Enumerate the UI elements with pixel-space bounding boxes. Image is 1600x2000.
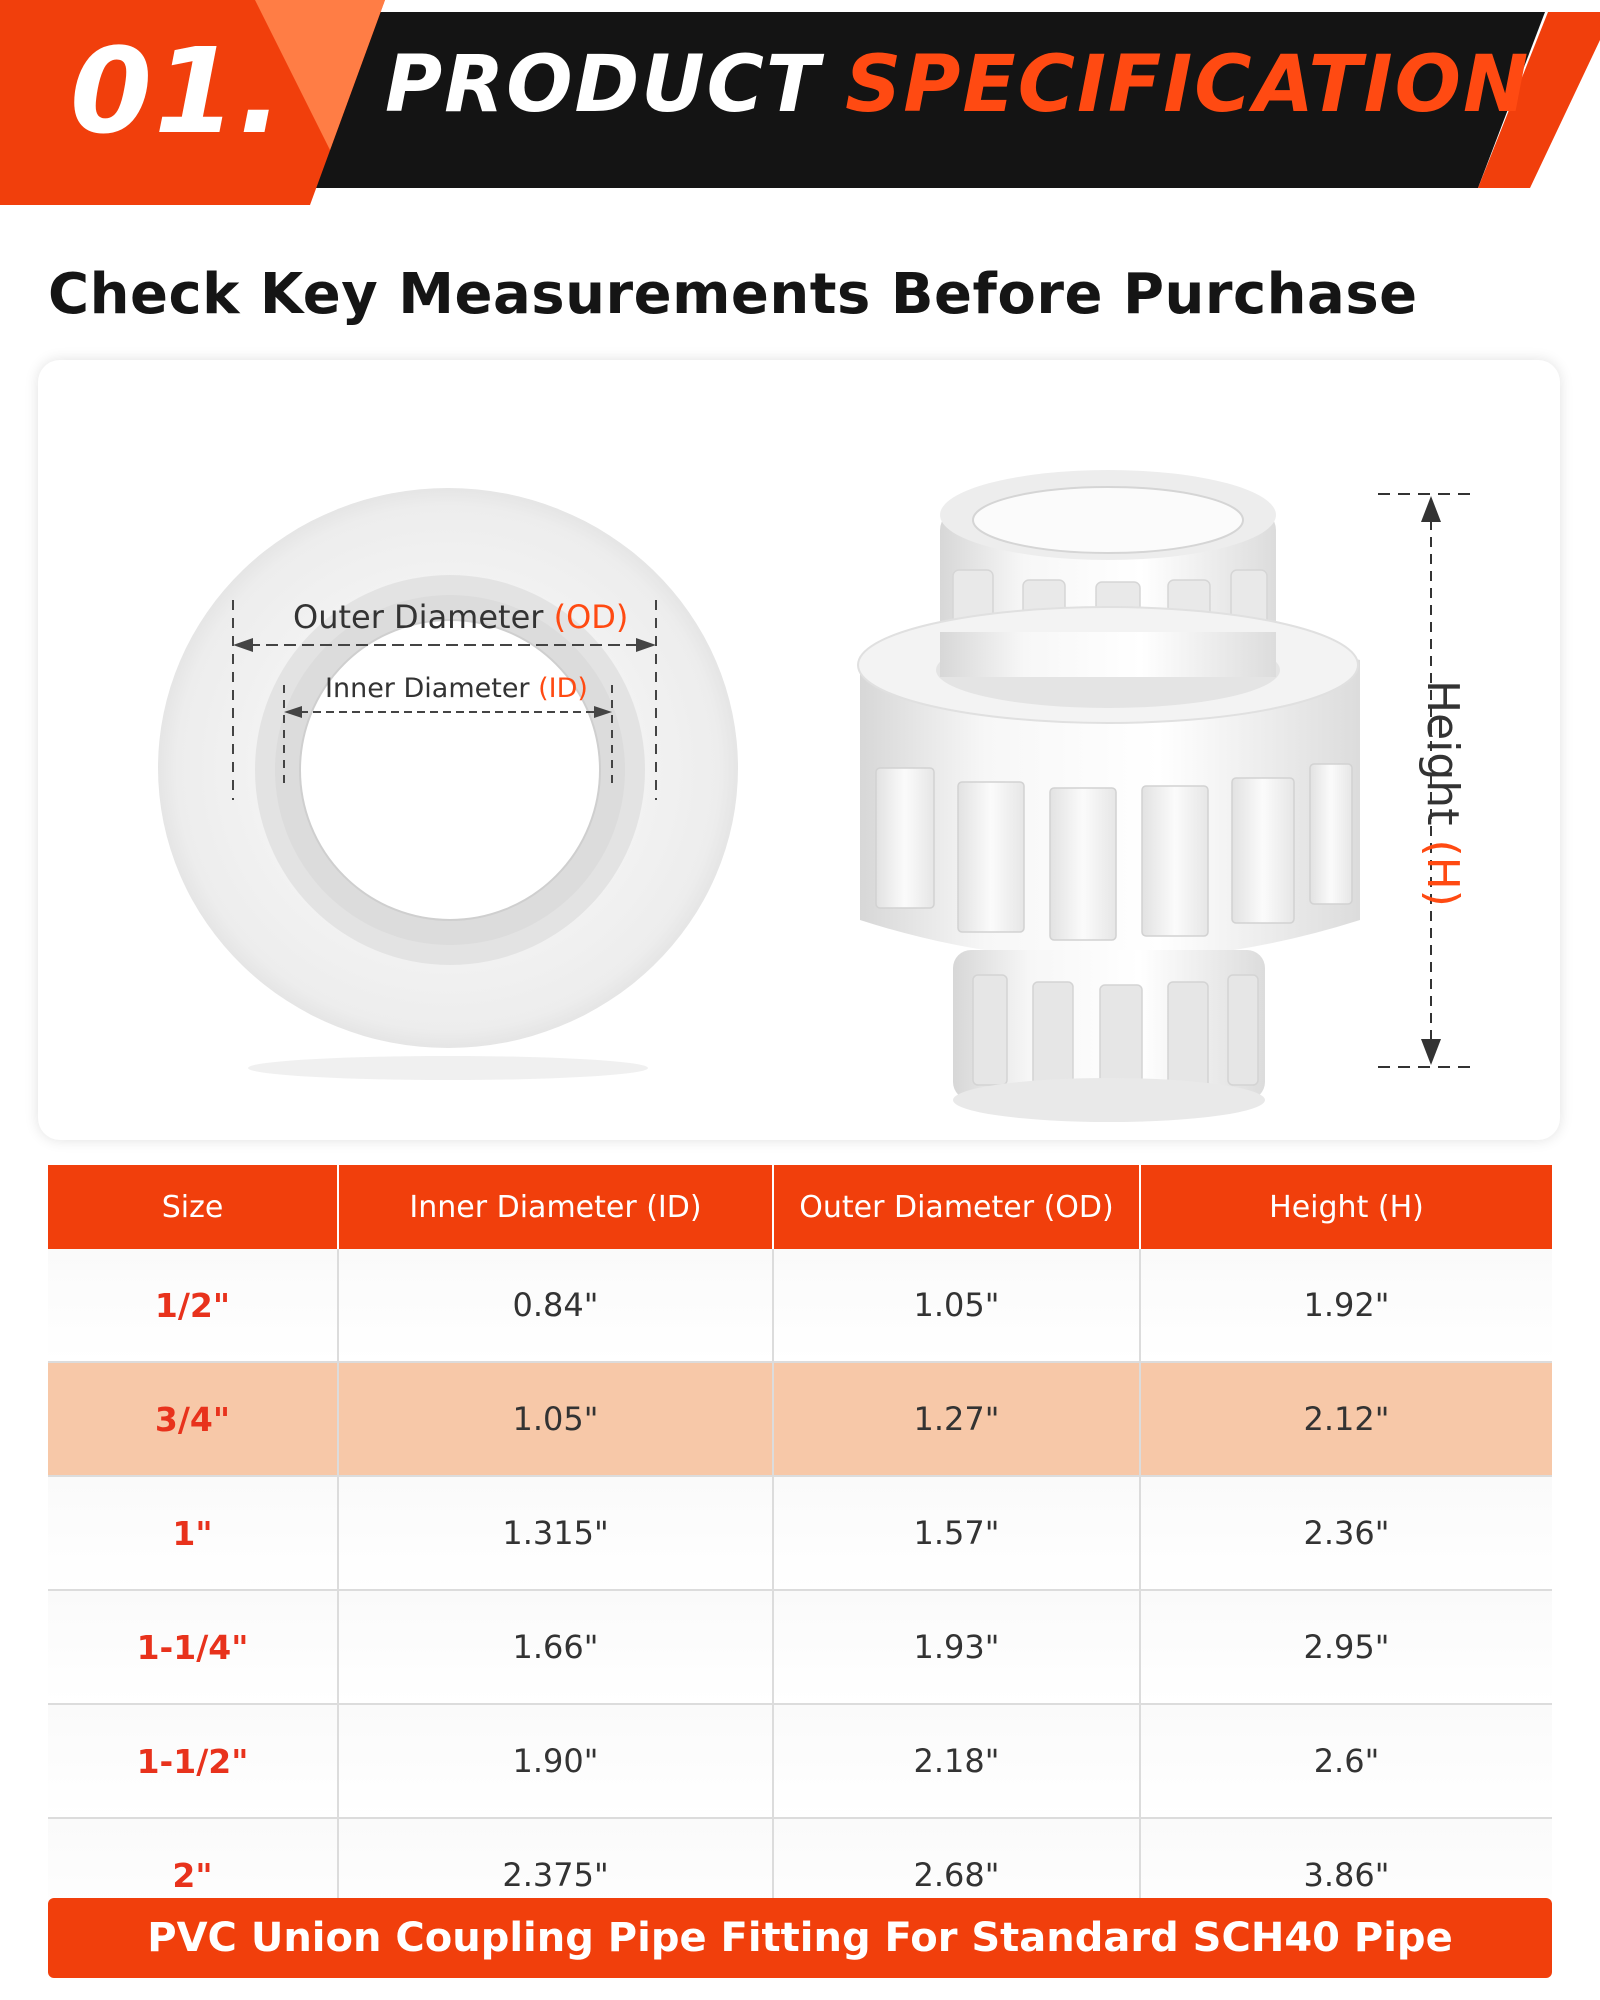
od-cell: 1.27" xyxy=(773,1362,1140,1476)
size-cell: 1-1/2" xyxy=(48,1704,338,1818)
union-coupling-image xyxy=(858,470,1360,1122)
measurement-diagram-panel xyxy=(38,360,1560,1140)
id-label: Inner Diameter (ID) xyxy=(325,673,588,704)
table-row xyxy=(48,1249,1552,1362)
size-cell: 3/4" xyxy=(48,1362,338,1476)
od-cell: 1.57" xyxy=(773,1476,1140,1590)
id-cell: 2.375" xyxy=(338,1818,773,1932)
od-cell: 1.93" xyxy=(773,1590,1140,1704)
height-cell: 2.12" xyxy=(1140,1362,1552,1476)
table-row xyxy=(48,1362,1552,1476)
height-label: Height (H) xyxy=(1417,680,1468,907)
size-cell: 1-1/4" xyxy=(48,1590,338,1704)
fitting-illustration xyxy=(38,360,1560,1140)
id-cell: 1.66" xyxy=(338,1590,773,1704)
size-cell: 1/2" xyxy=(48,1249,338,1362)
size-cell: 1" xyxy=(48,1476,338,1590)
od-cell: 2.18" xyxy=(773,1704,1140,1818)
col-header-height: Height (H) xyxy=(1140,1165,1552,1249)
top-view-ring xyxy=(158,488,738,1080)
id-cell: 1.315" xyxy=(338,1476,773,1590)
height-cell: 1.92" xyxy=(1140,1249,1552,1362)
header-banner xyxy=(0,0,1600,205)
od-cell: 2.68" xyxy=(773,1818,1140,1932)
id-cell: 0.84" xyxy=(338,1249,773,1362)
col-header-outer-diameter: Outer Diameter (OD) xyxy=(773,1165,1140,1249)
size-cell: 2" xyxy=(48,1818,338,1932)
od-label: Outer Diameter (OD) xyxy=(293,598,629,636)
size-spec-table xyxy=(48,1165,1552,1933)
table-header-row xyxy=(48,1165,1552,1249)
col-header-inner-diameter: Inner Diameter (ID) xyxy=(338,1165,773,1249)
id-cell: 1.05" xyxy=(338,1362,773,1476)
title-part-2: SPECIFICATION xyxy=(845,40,1531,130)
table-row xyxy=(48,1704,1552,1818)
section-number: 01. xyxy=(70,22,286,160)
table-row xyxy=(48,1476,1552,1590)
footer-banner: PVC Union Coupling Pipe Fitting For Standard SCH40 Pipe xyxy=(48,1898,1552,1978)
height-cell: 2.6" xyxy=(1140,1704,1552,1818)
title-part-1: PRODUCT xyxy=(385,40,822,130)
id-cell: 1.90" xyxy=(338,1704,773,1818)
height-cell: 3.86" xyxy=(1140,1818,1552,1932)
subtitle: Check Key Measurements Before Purchase xyxy=(48,262,1418,327)
page-title xyxy=(385,40,1530,130)
od-cell: 1.05" xyxy=(773,1249,1140,1362)
height-cell: 2.36" xyxy=(1140,1476,1552,1590)
height-cell: 2.95" xyxy=(1140,1590,1552,1704)
col-header-size: Size xyxy=(48,1165,338,1249)
table-row xyxy=(48,1590,1552,1704)
